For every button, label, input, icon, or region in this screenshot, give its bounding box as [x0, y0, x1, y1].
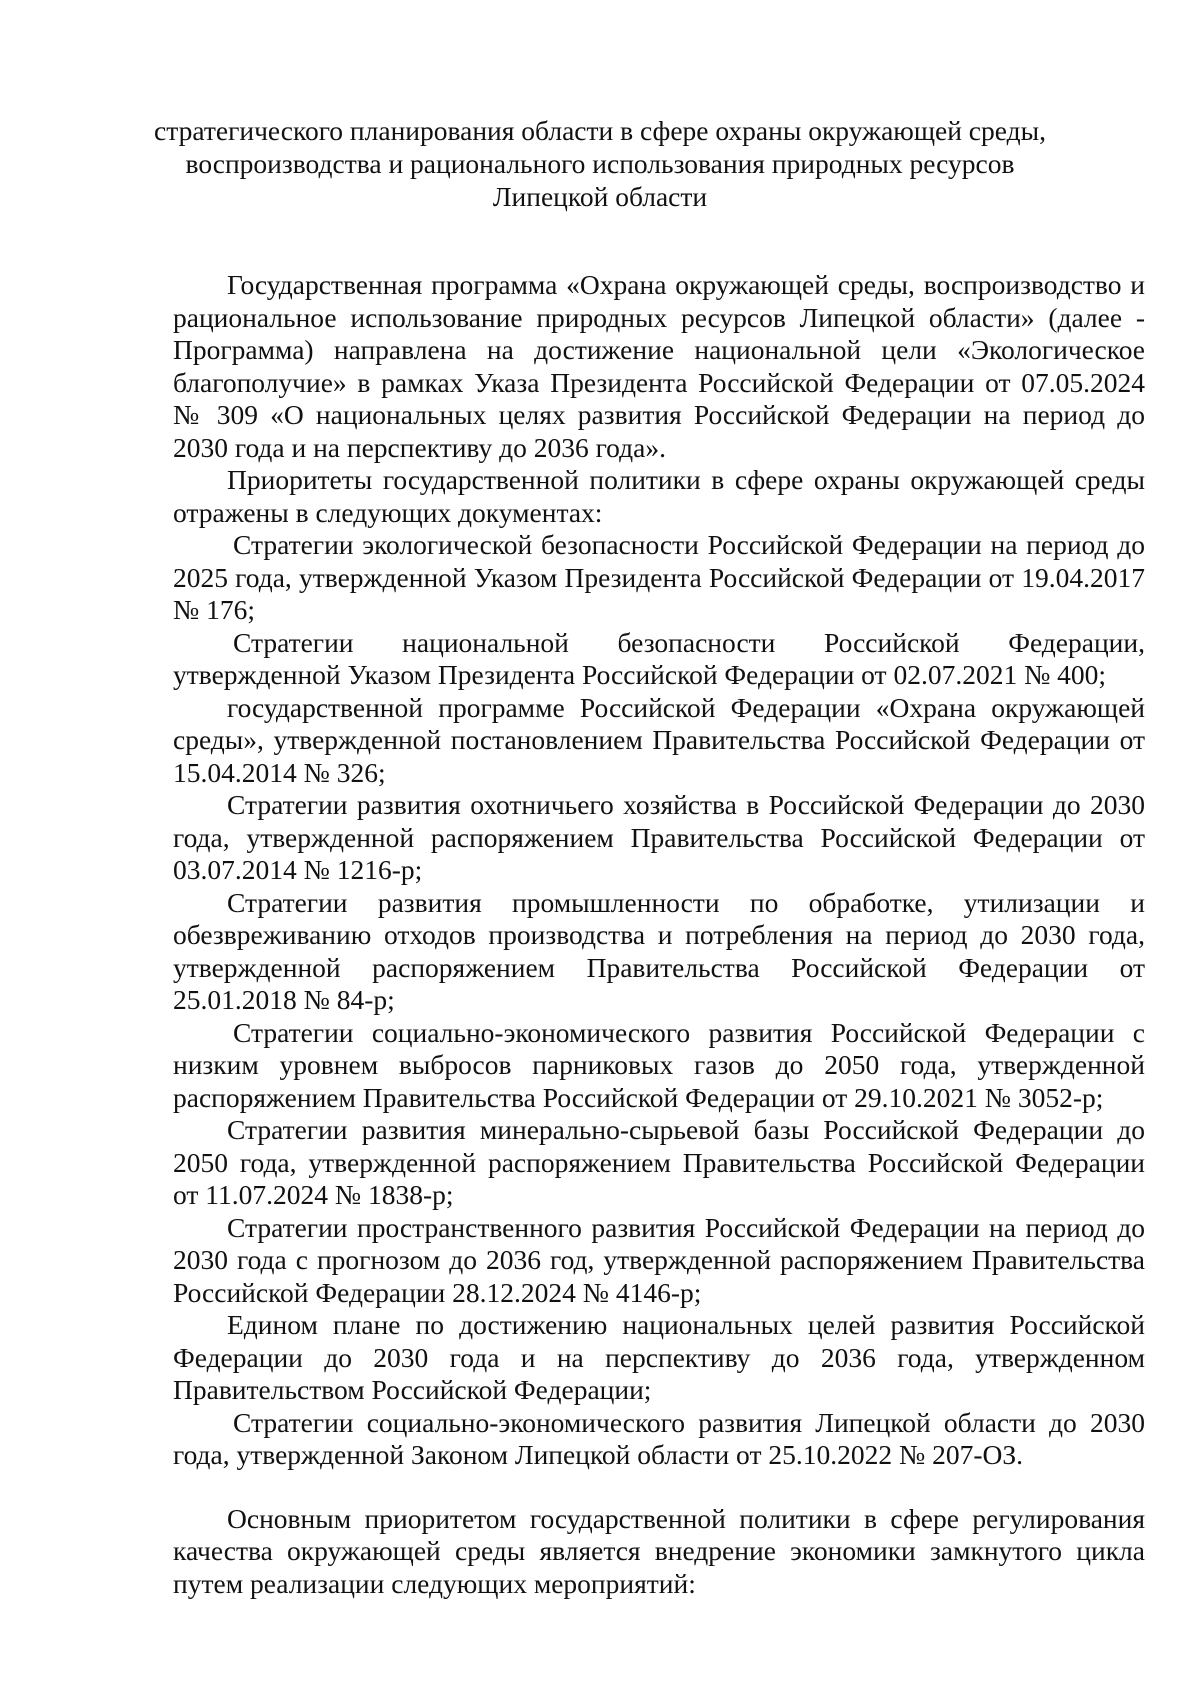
list-item-low-emissions-strategy: Стратегии социально-экономического развития Российской Федерации с низким уровнем выбросов парниковых газов до 2050 года, утвержденной распоряжением Правительства Российской Федерации от 29.10.2021 № 3052-р; — [173, 1016, 1145, 1113]
paragraph-main-priority: Основным приоритетом государственной политики в сфере регулирования качества окружающей среды является внедрение экономики замкнутого цикла путем реализации следующих мероприятий: — [173, 1502, 1145, 1599]
list-item-lipetsk-strategy: Стратегии социально-экономического развития Липецкой области до 2030 года, утвержденной Законом Липецкой области от 25.10.2022 № 207-ОЗ. — [173, 1406, 1145, 1470]
heading-line: воспроизводства и рационального использования природных ресурсов — [185, 148, 1015, 179]
list-item-state-program: государственной программе Российской Федерации «Охрана окружающей среды», утвержденной постановлением Правительства Российской Федерации от 15.04.2014 № 326; — [173, 691, 1145, 788]
list-item-unified-plan: Едином плане по достижению национальных целей развития Российской Федерации до 2030 года и на перспективу до 2036 года, утвержденном Правительством Российской Федерации; — [173, 1309, 1145, 1405]
list-item-ecological-security-strategy: Стратегии экологической безопасности Российской Федерации на период до 2025 года, утвержденной Указом Президента Российской Федерации от 19.04.2017 № 176; — [173, 529, 1145, 625]
document-body — [173, 269, 1145, 1600]
list-item-waste-industry-strategy: Стратегии развития промышленности по обработке, утилизации и обезвреживанию отходов производства и потребления на период до 2030 года, утвержденной распоряжением Правительства Российской Федерации от 25.01.2018 № 84-р; — [173, 886, 1145, 1015]
list-item-spatial-development-strategy: Стратегии пространственного развития Российской Федерации на период до 2030 года с прогнозом до 2036 год, утвержденной распоряжением Правительства Российской Федерации 28.12.2024 № 4146-р; — [173, 1211, 1145, 1308]
list-item-hunting-strategy: Стратегии развития охотничьего хозяйства в Российской Федерации до 2030 года, утвержденной распоряжением Правительства Российской Федерации от 03.07.2014 № 1216-р; — [173, 789, 1145, 885]
list-item-mineral-resources-strategy: Стратегии развития минерально-сырьевой базы Российской Федерации до 2050 года, утвержденной распоряжением Правительства Российской Федерации от 11.07.2024 № 1838-р; — [173, 1114, 1145, 1210]
paragraph-program-goal: Государственная программа «Охрана окружающей среды, воспроизводство и рациональное использование природных ресурсов Липецкой области» (далее - Программа) направлена на достижение национальной цели «Экологическое благополучие» в рамках Указа Президента Российской Федерации от 07.05.2024 № 309 «О национальных целях развития Российской Федерации на период до 2030 года и на перспективу до 2036 года». — [173, 269, 1145, 463]
heading-line: стратегического планирования области в сфере охраны окружающей среды, — [154, 115, 1046, 146]
list-item-national-security-strategy: Стратегии национальной безопасности Российской Федерации, утвержденной Указом Президента Российской Федерации от 02.07.2021 № 400; — [173, 626, 1145, 690]
heading-line: Липецкой области — [492, 181, 708, 212]
document-heading — [150, 114, 1050, 213]
paragraph-priorities-intro: Приоритеты государственной политики в сфере охраны окружающей среды отражены в следующих документах: — [173, 464, 1145, 528]
